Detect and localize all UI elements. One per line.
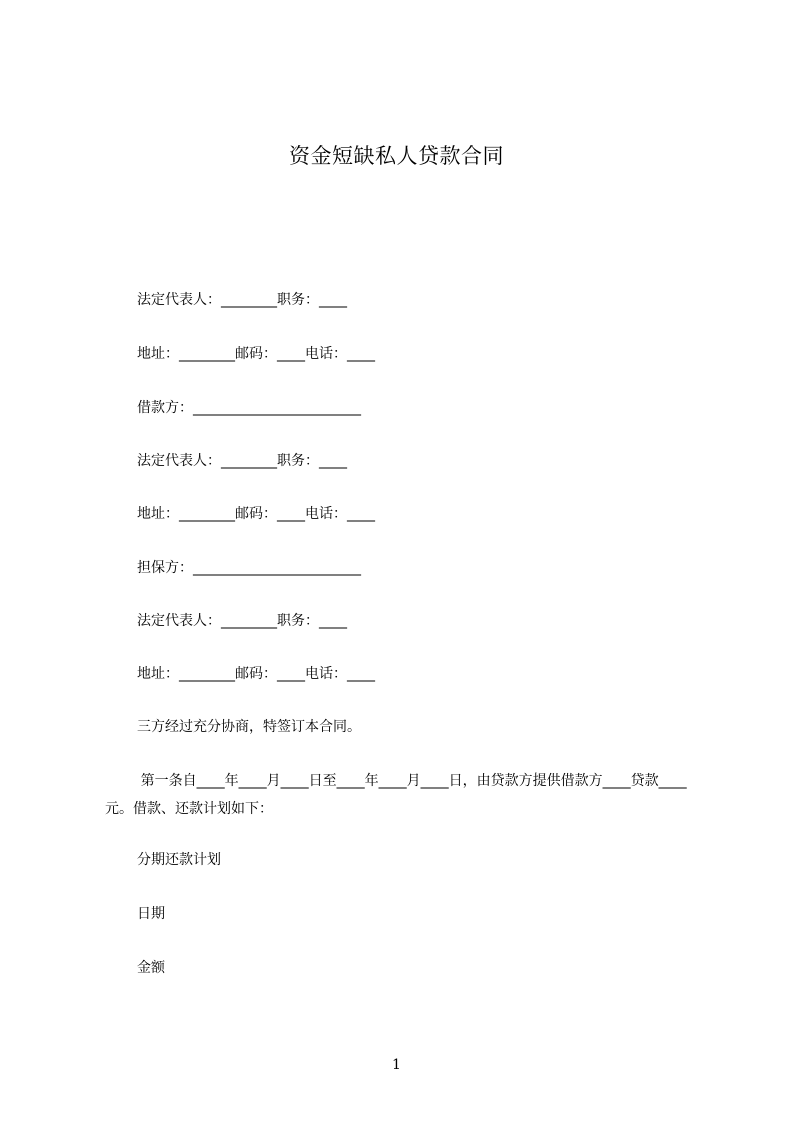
clause-1-paragraph: 第一条自____年____月____日至____年____月____日，由贷款方提供借款方____贷款____元。借款、还款计划如下： [105,773,687,817]
lender-legal-rep-line: 法定代表人：________职务：____ [137,292,347,308]
guarantor-line: 担保方：________________________ [137,560,361,576]
guarantor-legal-rep-line: 法定代表人：________职务：____ [137,613,347,629]
borrower-line: 借款方：________________________ [137,400,361,416]
document-title: 资金短缺私人贷款合同 [289,144,504,168]
borrower-address-line: 地址：________邮码：____电话：____ [137,506,375,522]
borrower-legal-rep-line: 法定代表人：________职务：____ [137,453,347,469]
page-number: 1 [392,1057,401,1073]
lender-address-line: 地址：________邮码：____电话：____ [137,346,375,362]
guarantor-address-line: 地址：________邮码：____电话：____ [137,666,375,682]
schedule-heading: 分期还款计划 [137,852,221,868]
schedule-amount-label: 金额 [137,960,165,976]
agreement-statement: 三方经过充分协商，特签订本合同。 [137,719,361,735]
schedule-date-label: 日期 [137,906,165,922]
